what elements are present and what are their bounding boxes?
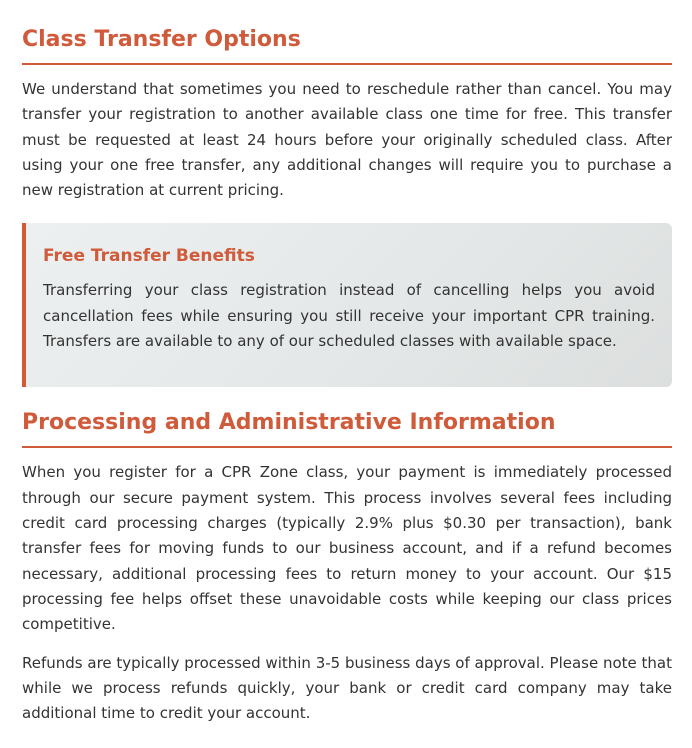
processing-info-heading: Processing and Administrative Information [22,405,672,448]
free-transfer-benefits-heading: Free Transfer Benefits [43,246,255,267]
class-transfer-section [22,22,672,203]
processing-info-paragraph-1: When you register for a CPR Zone class, your payment is immediately processed through our secure payment system. This process involves several fees including credit card processing charges (typically 2.9% plus $0.30 per transaction), bank transfer fees for moving funds to our business account, and if a refund becomes necessary, additional processing fees to return money to your account. Our $15 processing fee helps offset these unavoidable costs while keeping our class prices competitive. [22,463,672,634]
free-transfer-benefits-callout [22,223,672,387]
processing-info-paragraph-2: Refunds are typically processed within 3-5 business days of approval. Please note that while we process refunds quickly, your bank or credit card company may take additional time to credit your account. [22,653,672,723]
class-transfer-heading: Class Transfer Options [22,22,672,65]
processing-info-section [22,405,672,726]
class-transfer-paragraph: We understand that sometimes you need to reschedule rather than cancel. You may transfer your registration to another available class one time for free. This transfer must be requested at least 24 hours before your originally scheduled class. After using your one free transfer, any additional changes will require you to purchase a new registration at current pricing. [22,80,672,200]
free-transfer-benefits-paragraph: Transferring your class registration instead of cancelling helps you avoid cancellation fees while ensuring you still receive your important CPR training. Transfers are available to any of our scheduled classes with available space. [43,281,655,351]
